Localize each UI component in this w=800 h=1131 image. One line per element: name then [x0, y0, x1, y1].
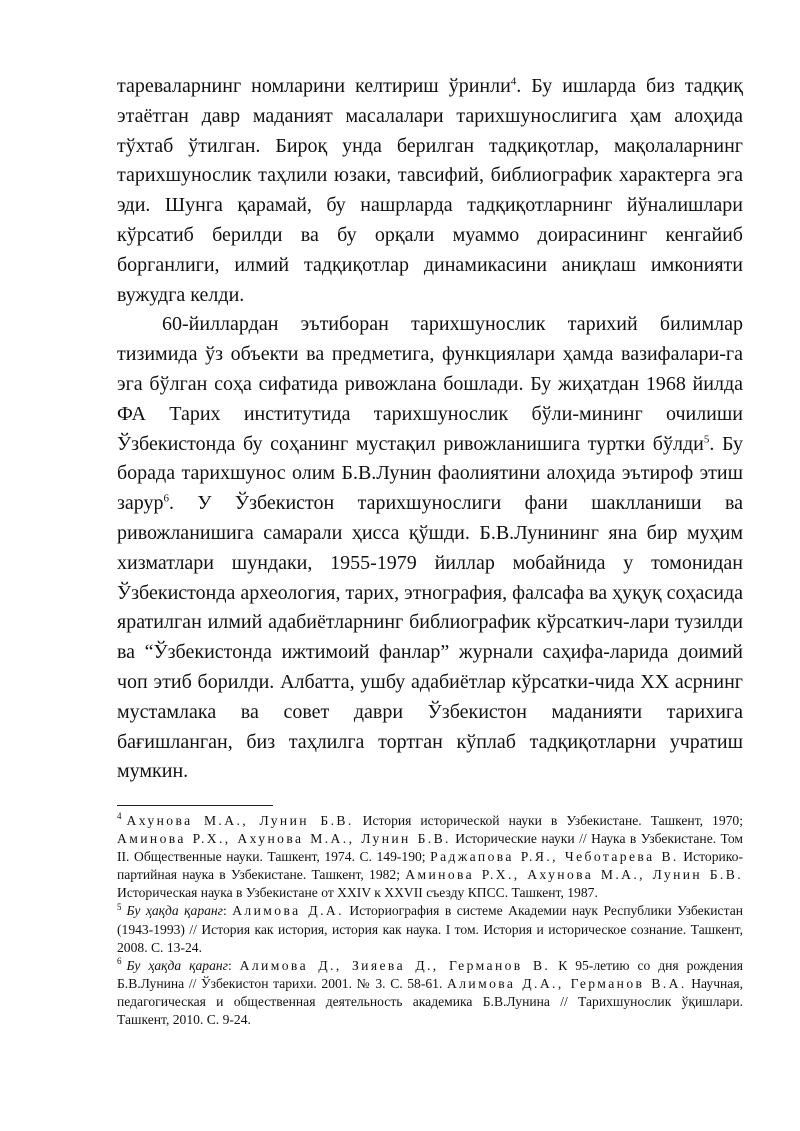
- footnote-text: История исторической науки в Узбекистане. Ташкент, 1970;: [353, 813, 743, 828]
- footnote-ref[interactable]: 5: [703, 432, 710, 445]
- text-run: . Бу ишларда биз тадқиқ этаётган давр маданият масалалари тарихшунослигига ҳам алоҳида тўхтаб ўтилган. Бироқ унда берилган тадқиқотлар, мақолаларнинг тарихшунослик таҳлили юзаки, тавсифий, библиографик характерга эга эди. Шунга қарамай, бу нашрларда тадқиқотларнинг йўналишлари кўрсатиб берилди ва бу орқали муаммо доирасининг кенгайиб борганлиги, илмий тадқиқотлар динамикасини аниқлаш имконияти вужудга келди.: [117, 75, 743, 306]
- footnote-text: Исторические науки // Наука в Узбекистане. Том II. Общественные науки. Ташкент, 1974. С. 149-190;: [117, 831, 743, 865]
- footnote-text: Научная, педагогическая и общественная деятельность академика Б.В.Лунина // Тарихшунослик ўқишлари. Ташкент, 2010. С. 9-24.: [117, 975, 743, 1028]
- footnote-see-also: Бу ҳақда қаранг: [126, 903, 223, 919]
- main-text: [117, 72, 743, 787]
- paragraph: [117, 310, 743, 787]
- footnote-text: Историческая наука в Узбекистане от XXIV к XXVII съезду КПСС. Ташкент, 1987.: [117, 885, 598, 901]
- footnote-text: :: [222, 903, 233, 919]
- footnote-authors: Ахунова М.А., Лунин Б.В.: [126, 813, 354, 828]
- footnote-number: 6: [117, 956, 122, 967]
- footnote-see-also: Бу ҳақда қаранг: [126, 957, 228, 973]
- footnote-authors: Аминова Р.Х., Ахунова М.А., Лунин Б.В.: [117, 831, 451, 847]
- footnote-divider: [117, 805, 273, 806]
- footnote: [117, 812, 743, 902]
- footnote-number: 5: [117, 901, 122, 912]
- footnotes: [117, 812, 743, 1029]
- footnote-authors: Аминова Р.Х., Ахунова М.А., Лунин Б.В.: [405, 867, 743, 883]
- footnote-authors: Алимова Д., Зияева Д., Германов В.: [239, 957, 551, 973]
- footnote-ref[interactable]: 4: [510, 75, 517, 88]
- footnote-authors: Алимова Д.А.: [232, 903, 344, 919]
- text-run: . У Ўзбекистон тарихшунослиги фани шаклланиши ва ривожланишига самарали ҳисса қўшди. Б.В.Лунининг яна бир муҳим хизматлари шундаки, 1955-1979 йиллар мобайнида у томонидан Ўзбекистонда археология, тарих, этнография, фалсафа ва ҳуқуқ соҳасида яратилган илмий адабиётларнинг библиографик кўрсаткич-лари тузилди ва “Ўзбекистонда ижтимоий фанлар” журнали саҳифа-ларида доимий чоп этиб борилди. Албатта, ушбу адабиётлар кўрсатки-чида XX асрнинг мустамлака ва совет даври Ўзбекистон маданияти тарихига бағишланган, биз таҳлилга тортган кўплаб тадқиқотларни учратиш мумкин.: [117, 492, 743, 783]
- paragraph: [117, 72, 743, 310]
- footnote-authors: Алимова Д.А., Германов В.А.: [447, 975, 687, 991]
- footnote: [117, 902, 743, 956]
- footnote-text: Историко-партийная наука в Узбекистане. Ташкент, 1982;: [117, 849, 744, 883]
- text-run: 60-йиллардан эътиборан тарихшунослик тарихий билимлар тизимида ўз объекти ва предметига, функциялари ҳамда вазифалари-га эга бўлган соҳа сифатида ривожлана бошлади. Бу жиҳатдан 1968 йилда ФА Тарих институтида тарихшунослик бўли-мининг очилиши Ўзбекистонда бу соҳанинг мустақил ривожланишига туртки бўлди: [117, 313, 743, 455]
- footnote-text: Историография в системе Академии наук Республики Узбекистан (1943-1993) // История как история, история как наука. I том. История и историческое сознание. Ташкент, 2008. С. 13-24.: [117, 903, 743, 955]
- text-run: тареваларнинг номларини келтириш ўринли: [117, 75, 511, 97]
- footnote-text: :: [227, 957, 240, 973]
- footnote: [117, 957, 743, 1029]
- footnote-ref[interactable]: 6: [163, 492, 170, 505]
- text-run: . Бу борада тарихшунос олим Б.В.Лунин фаолиятини алоҳида эътироф этиш зарур: [117, 432, 743, 515]
- footnote-text: К 95-летию со дня рождения Б.В.Лунина // Ўзбекистон тарихи. 2001. № 3. С. 58-61.: [117, 957, 744, 991]
- footnote-number: 4: [117, 811, 122, 822]
- footnote-authors: Раджапова Р.Я., Чеботарева В.: [430, 849, 679, 865]
